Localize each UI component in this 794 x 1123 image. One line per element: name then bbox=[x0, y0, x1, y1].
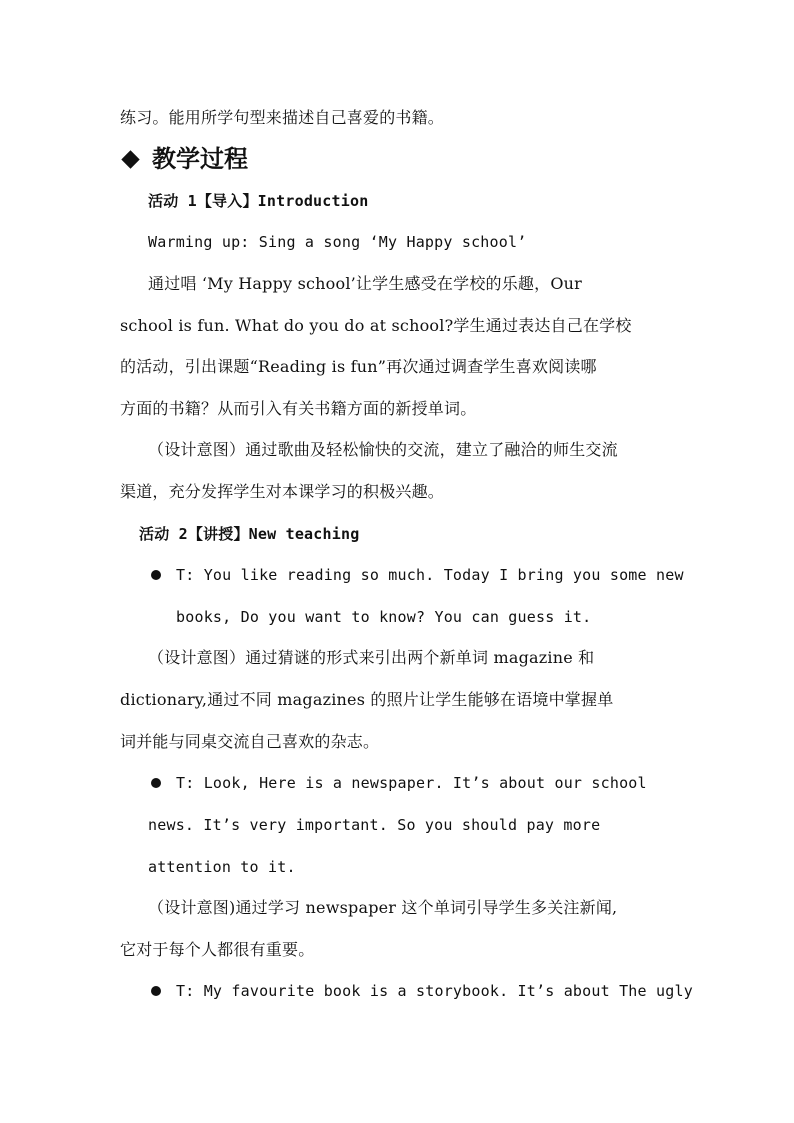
section-heading-text: 教学过程 bbox=[152, 144, 248, 173]
bullet-1-line-2: books, Do you want to know? You can guess it. bbox=[176, 608, 592, 626]
activity-2-design-2-line-1: （设计意图)通过学习 newspaper 这个单词引导学生多关注新闻, bbox=[148, 898, 618, 917]
activity-2-title: 活动 2【讲授】New teaching bbox=[139, 525, 360, 543]
bullet-dot-icon bbox=[151, 570, 161, 580]
activity-1-title: 活动 1【导入】Introduction bbox=[148, 192, 369, 210]
intro-line: 练习。能用所学句型来描述自己喜爱的书籍。 bbox=[120, 108, 445, 127]
bullet-2-line-2: news. It’s very important. So you should pay more bbox=[148, 816, 601, 834]
bullet-dot-icon bbox=[151, 778, 161, 788]
bullet-dot-icon bbox=[151, 986, 161, 996]
diamond-bullet-icon bbox=[121, 150, 139, 168]
bullet-3-line-1: T: My favourite book is a storybook. It’s about The ugly bbox=[176, 982, 693, 1000]
activity-1-paragraph-line-2: school is fun. What do you do at school?学生通过表达自己在学校 bbox=[120, 316, 632, 335]
activity-1-paragraph-line-1: 通过唱 ‘My Happy school’让学生感受在学校的乐趣，Our bbox=[148, 274, 582, 293]
activity-1-design-line-2: 渠道，充分发挥学生对本课学习的积极兴趣。 bbox=[120, 482, 445, 501]
activity-2-design-1-line-3: 词并能与同桌交流自己喜欢的杂志。 bbox=[120, 732, 380, 751]
bullet-2-line-3: attention to it. bbox=[148, 858, 296, 876]
activity-2-design-1-line-1: （设计意图）通过猜谜的形式来引出两个新单词 magazine 和 bbox=[148, 648, 595, 667]
bullet-1-line-1: T: You like reading so much. Today I bring you some new bbox=[176, 566, 684, 584]
activity-2-design-2-line-2: 它对于每个人都很有重要。 bbox=[120, 940, 315, 959]
activity-1-design-line-1: （设计意图）通过歌曲及轻松愉快的交流，建立了融洽的师生交流 bbox=[148, 440, 618, 459]
section-heading bbox=[120, 143, 248, 175]
activity-1-paragraph-line-4: 方面的书籍？从而引入有关书籍方面的新授单词。 bbox=[120, 399, 477, 418]
bullet-2-line-1: T: Look, Here is a newspaper. It’s about our school bbox=[176, 774, 647, 792]
activity-1-paragraph-line-3: 的活动，引出课题“Reading is fun”再次通过调查学生喜欢阅读哪 bbox=[120, 357, 597, 376]
activity-2-design-1-line-2: dictionary,通过不同 magazines 的照片让学生能够在语境中掌握单 bbox=[120, 690, 614, 709]
warming-up-line: Warming up: Sing a song ‘My Happy school’ bbox=[148, 233, 527, 251]
